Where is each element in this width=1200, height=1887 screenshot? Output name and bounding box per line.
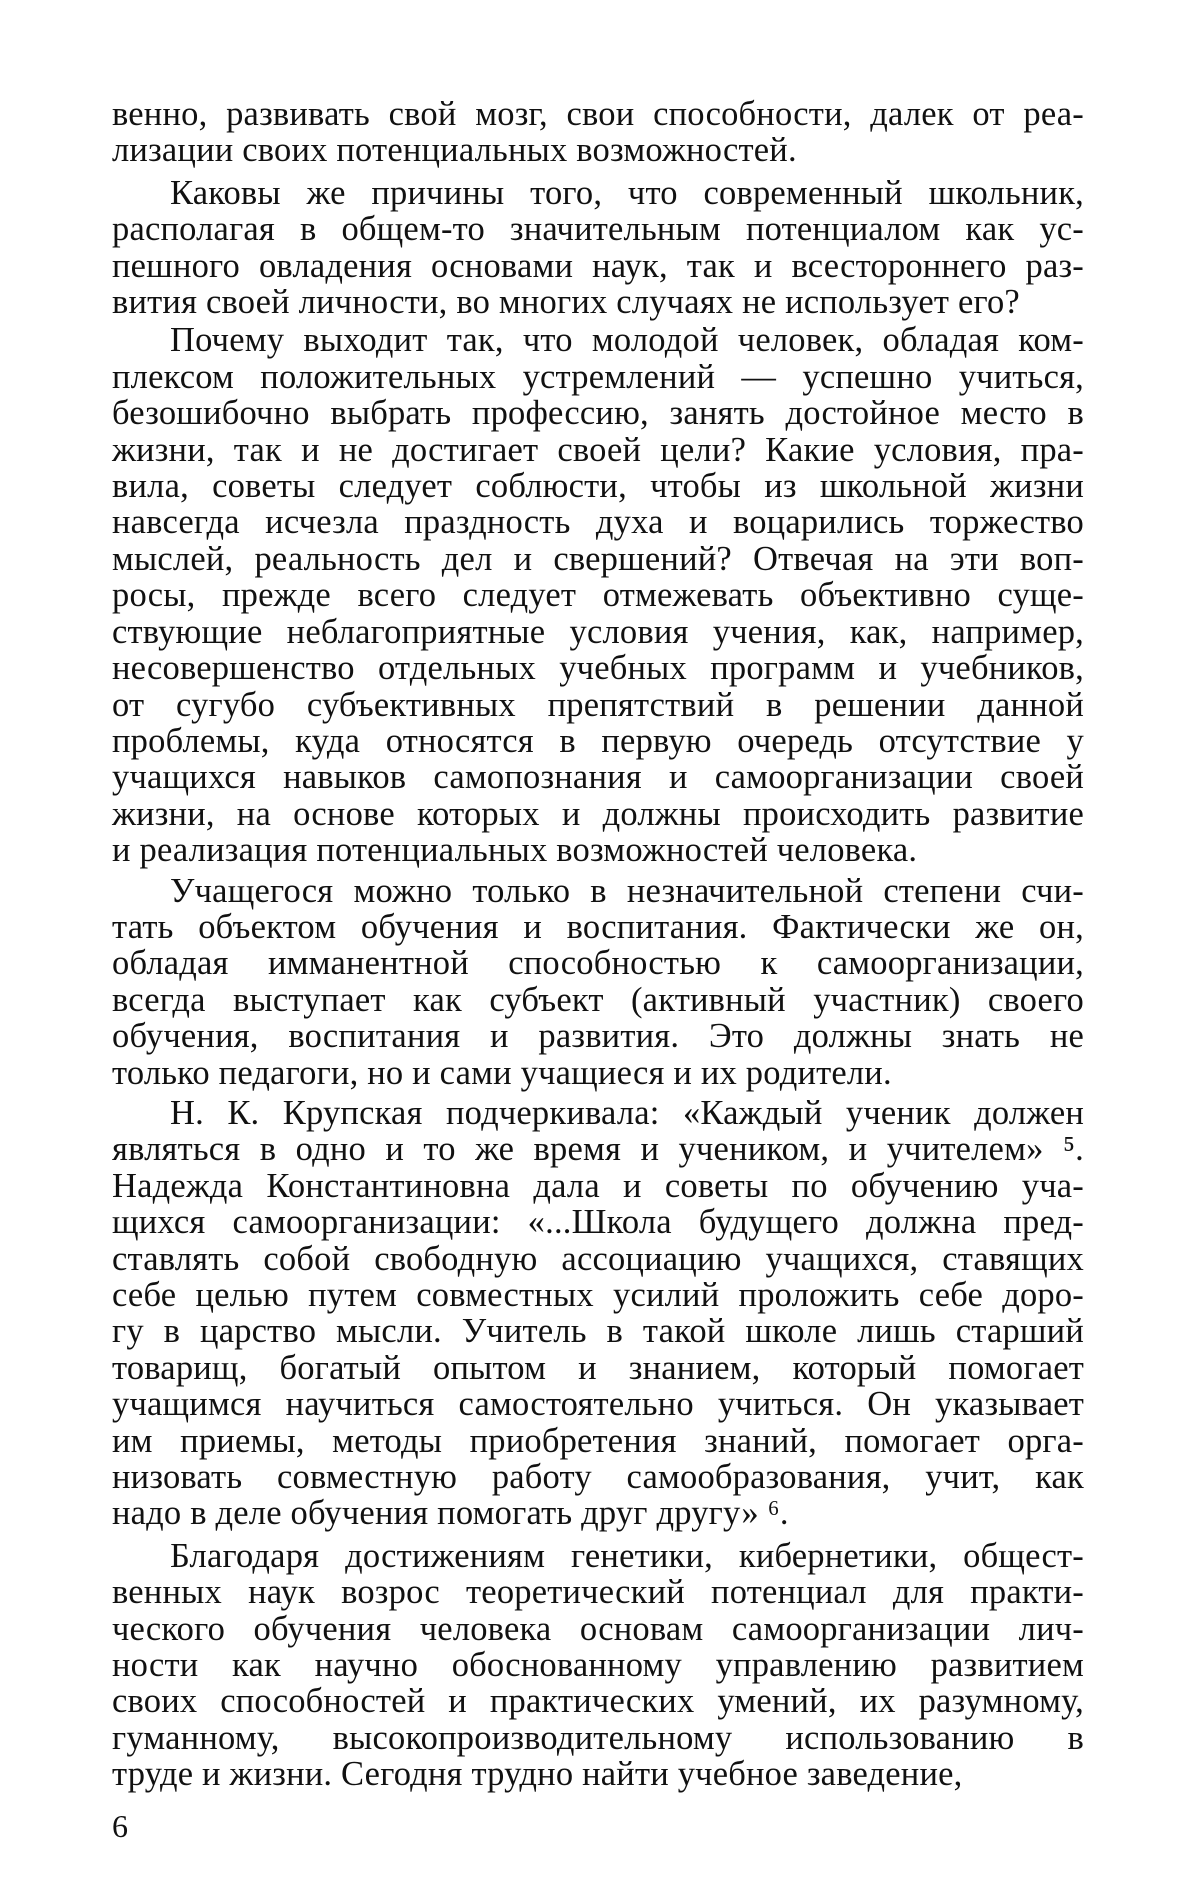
text-line: своих способностей и практических умений, их разумному, [112,1682,1084,1721]
paragraph [112,1538,1084,1793]
text-line: гуманному, высокопроизводительному использованию в [112,1718,1084,1757]
text-line: вила, советы следует соблюсти, чтобы из школьной жизни [112,467,1084,506]
text-line: вития своей личности, во многих случаях не использует его? [112,283,1020,322]
text-line: Почему выходит так, что молодой человек, обладая ком- [170,321,1084,360]
text-line: низовать совместную работу самообразования, учит, как [112,1458,1084,1497]
text-line: только педагоги, но и сами учащиеся и их родители. [112,1053,892,1092]
text-line: и реализация потенциальных возможностей человека. [112,831,918,870]
paragraph [112,175,1084,321]
text-line: навсегда исчезла праздность духа и воцарились торжество [112,503,1084,542]
text-line: товарищ, богатый опытом и знанием, который помогает [112,1348,1084,1387]
text-line: им приемы, методы приобретения знаний, помогает орга- [112,1421,1084,1460]
text-line: лизации своих потенциальных возможностей. [112,131,797,170]
paragraph [112,322,1084,868]
paragraph [112,96,1084,169]
text-line: располагая в общем-то значительным потенциалом как ус- [112,210,1084,249]
text-line: венных наук возрос теоретический потенциал для практи- [112,1573,1084,1612]
text-line: являться в одно и то же время и учеником, и учителем» ⁵. [112,1130,1084,1169]
text-line: проблемы, куда относятся в первую очередь отсутствие у [112,721,1084,760]
text-line: учащимся научиться самостоятельно учиться. Он указывает [112,1385,1084,1424]
text-line: ческого обучения человека основам самоорганизации лич- [112,1609,1084,1648]
text-line: от сугубо субъективных препятствий в решении данной [112,685,1084,724]
text-line: Надежда Константиновна дала и советы по обучению уча- [112,1166,1084,1205]
text-line: себе целью путем совместных усилий проложить себе доро- [112,1276,1084,1314]
text-line: Учащегося можно только в незначительной степени счи- [170,871,1084,910]
text-line: несовершенство отдельных учебных программ и учебников, [112,649,1084,688]
text-line: пешного овладения основами наук, так и всестороннего раз- [112,246,1084,285]
text-line: тать объектом обучения и воспитания. Фактически же он, [112,907,1084,946]
text-line: труде и жизни. Сегодня трудно найти учебное заведение, [112,1755,963,1794]
text-line: надо в деле обучения помогать друг другу» ⁶. [112,1494,789,1533]
text-line: Н. К. Крупская подчеркивала: «Каждый ученик должен [170,1093,1084,1132]
text-line: ствующие неблагоприятные условия учения, как, например, [112,612,1084,651]
text-line: безошибочно выбрать профессию, занять достойное место в [112,394,1084,433]
text-line: жизни, так и не достигает своей цели? Какие условия, пра- [112,430,1084,469]
paragraph [112,1095,1084,1532]
text-line: Каковы же причины того, что современный школьник, [170,173,1084,212]
text-line: обладая имманентной способностью к самоорганизации, [112,944,1084,983]
text-line: Благодаря достижениям генетики, кибернетики, общест- [170,1536,1084,1575]
text-line: венно, развивать свой мозг, свои способности, далек от реа- [112,95,1084,133]
text-line: всегда выступает как субъект (активный участник) своего [112,980,1084,1019]
text-line: росы, прежде всего следует отмежевать объективно суще- [112,576,1084,615]
text-line: учащихся навыков самопознания и самоорганизации своей [112,758,1084,797]
text-line: щихся самоорганизации: «...Школа будущего должна пред- [112,1203,1084,1242]
body-text [112,96,1084,1793]
text-line: ставлять собой свободную ассоциацию учащихся, ставящих [112,1239,1084,1278]
paragraph [112,873,1084,1091]
text-line: мыслей, реальность дел и свершений? Отвечая на эти воп- [112,539,1084,578]
document-page [112,96,1084,1793]
text-line: обучения, воспитания и развития. Это должны знать не [112,1017,1084,1056]
page-number: 6 [112,1808,128,1844]
text-line: плексом положительных устремлений — успешно учиться, [112,357,1084,396]
text-line: жизни, на основе которых и должны происходить развитие [112,794,1084,833]
text-line: ности как научно обоснованному управлению развитием [112,1646,1084,1685]
text-line: гу в царство мысли. Учитель в такой школе лишь старший [112,1312,1084,1351]
